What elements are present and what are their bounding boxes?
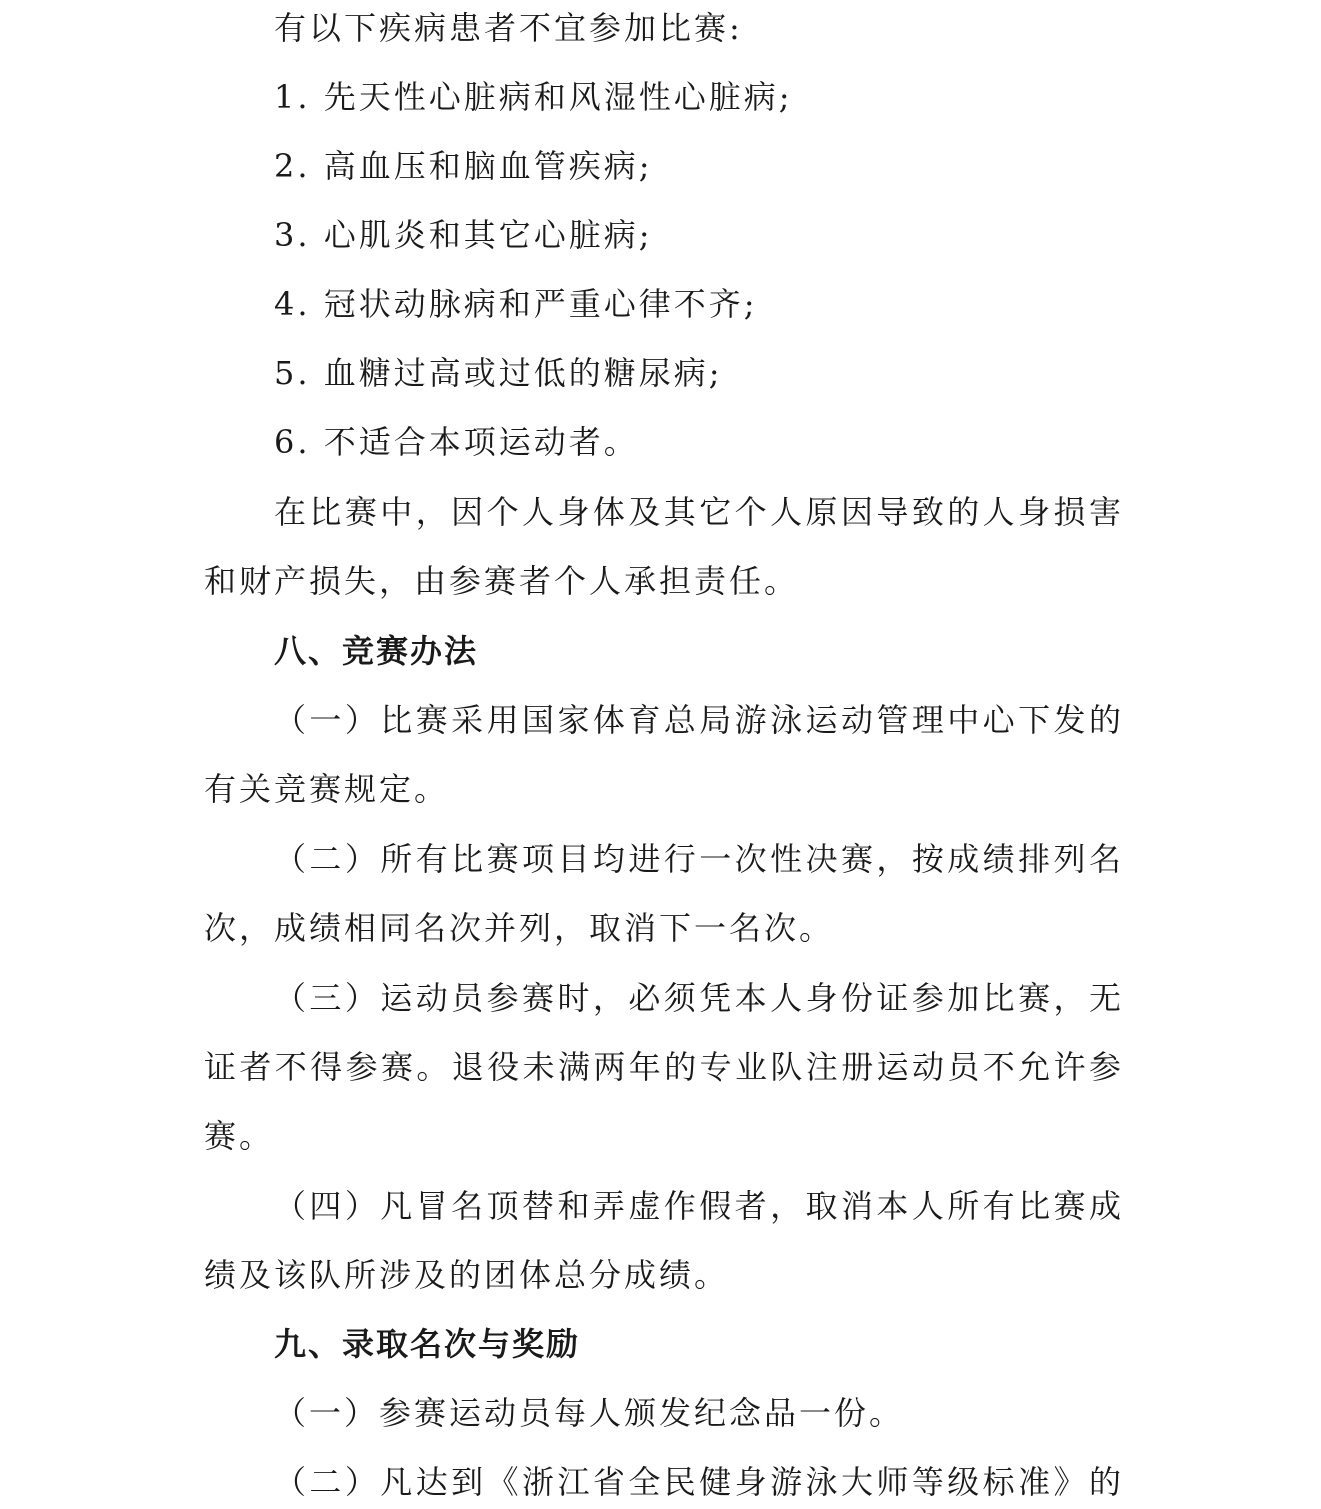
section-heading-8: 八、竞赛办法 bbox=[274, 632, 479, 670]
list-item: 1. 先天性心脏病和风湿性心脏病; bbox=[274, 78, 793, 116]
award-paragraph-2: （二）凡达到《浙江省全民健身游泳大师等级标准》的 bbox=[274, 1463, 1124, 1501]
rule-paragraph-3-line: 证者不得参赛。退役未满两年的专业队注册运动员不允许参 bbox=[204, 1048, 1124, 1086]
rule-paragraph-2-line: 次，成绩相同名次并列，取消下一名次。 bbox=[204, 909, 835, 947]
section-heading-9: 九、录取名次与奖励 bbox=[274, 1325, 581, 1363]
rule-paragraph-1-line: （一）比赛采用国家体育总局游泳运动管理中心下发的 bbox=[274, 701, 1124, 739]
rule-paragraph-1-line: 有关竞赛规定。 bbox=[204, 770, 450, 808]
list-item: 4. 冠状动脉病和严重心律不齐; bbox=[274, 285, 758, 323]
rule-paragraph-4-line: （四）凡冒名顶替和弄虚作假者，取消本人所有比赛成 bbox=[274, 1187, 1124, 1225]
list-item: 3. 心肌炎和其它心脏病; bbox=[274, 216, 653, 254]
rule-paragraph-3-line: 赛。 bbox=[204, 1117, 275, 1155]
disease-intro: 有以下疾病患者不宜参加比赛: bbox=[274, 9, 743, 47]
list-item: 6. 不适合本项运动者。 bbox=[274, 423, 639, 461]
liability-paragraph-line: 在比赛中，因个人身体及其它个人原因导致的人身损害 bbox=[274, 493, 1124, 531]
list-item: 5. 血糖过高或过低的糖尿病; bbox=[274, 354, 723, 392]
list-item: 2. 高血压和脑血管疾病; bbox=[274, 147, 653, 185]
award-paragraph-1: （一）参赛运动员每人颁发纪念品一份。 bbox=[274, 1394, 905, 1432]
liability-paragraph-line: 和财产损失，由参赛者个人承担责任。 bbox=[204, 562, 800, 600]
rule-paragraph-2-line: （二）所有比赛项目均进行一次性决赛，按成绩排列名 bbox=[274, 840, 1124, 878]
rule-paragraph-4-line: 绩及该队所涉及的团体总分成绩。 bbox=[204, 1256, 730, 1294]
rule-paragraph-3-line: （三）运动员参赛时，必须凭本人身份证参加比赛，无 bbox=[274, 979, 1124, 1017]
